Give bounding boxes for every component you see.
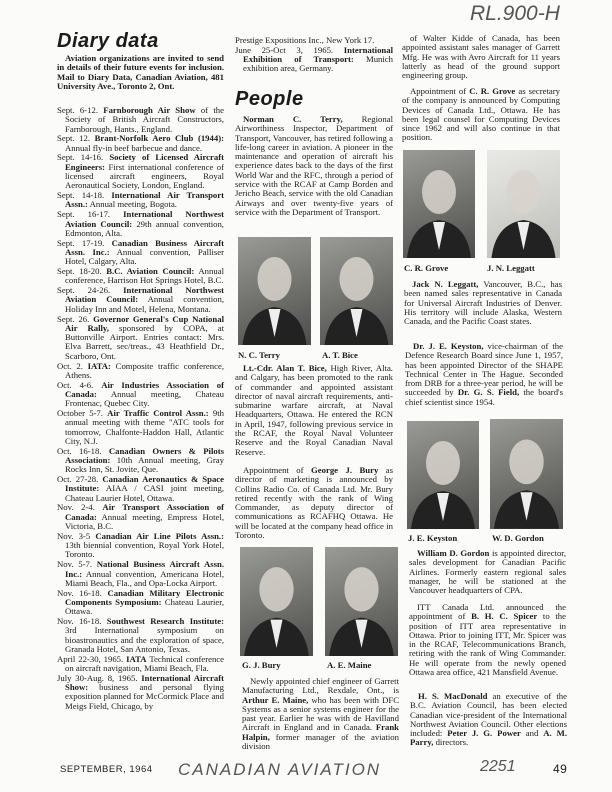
paragraph-gordon [409, 549, 566, 595]
text-segment: of Walter Kidde of Canada, has been appointed assistant sales manager of Garrett Mfg. He was with Avro Aircraft for 11 years latterly as head of the ground support engineering group. [402, 33, 560, 81]
paragraph-spicer [409, 603, 566, 677]
entry-organization: Brant-Norfolk Aero Club (1944): [94, 133, 224, 144]
entry-details: Chateau Laurier, Ottawa. [65, 596, 224, 617]
diary-entry [57, 381, 224, 409]
entry-organization: Air Traffic Control Assn.: [107, 408, 209, 418]
person-name: C. R. Grove [469, 86, 516, 96]
paragraph-macdonald [410, 692, 567, 748]
entry-details: business and personal flying exposition planned for McCormick Place and Meigs Field, Chicago, by [65, 682, 224, 711]
person-name: Dr. G. S. Field, [457, 387, 520, 398]
entry-organization: Canadian Aeronautics & Space Institute: [65, 474, 225, 494]
person-name: Lt.-Cdr. Alan T. Bice, [243, 363, 327, 373]
entry-date: Sept. 14-16. [57, 152, 104, 163]
entry-organization: Canadian Military Electronic Components Symposium: [65, 587, 224, 607]
paragraph-text [235, 364, 393, 457]
portrait-silhouette-icon [490, 419, 563, 529]
portrait-silhouette-icon [487, 150, 560, 258]
entry-date: Sept. 24-26. [57, 285, 111, 296]
paragraph-text [235, 115, 393, 217]
diary-entry [57, 674, 224, 711]
diary-entry [57, 503, 224, 531]
entry-organization: Southwest Research Institute: [106, 616, 225, 627]
paragraph-text [405, 342, 563, 407]
diary-entry [57, 362, 224, 381]
entry-date: Sept. 6-12. [57, 105, 98, 115]
handwritten-reference: RL.900-H [470, 2, 560, 25]
entry-organization: IATA [126, 653, 147, 664]
photo-bice [320, 237, 393, 345]
person-name: Jack N. Leggatt, [412, 279, 479, 289]
diary-title: Diary data [57, 30, 159, 52]
entry-date: Sept. 17-19. [57, 237, 105, 248]
caption-bice: A. T. Bice [322, 350, 358, 360]
entry-details: Munich exhibition area, Germany. [243, 54, 393, 74]
text-segment: an executive of the B.C. Aviation Council, has been elected Canadian vice-president of the International Northwest Aviation Council. Other elections included: [410, 691, 567, 739]
entry-date: October 5-7. [57, 408, 103, 418]
entry-date: Oct. 27-28. [57, 474, 99, 485]
text-segment: as director of marketing is announced by Collins Radio Co. of Canada Ltd. Mr. Bury retired recently with the rank of Wing Commander, as deputy director of communications as RCAFHQ Ottawa. He will be located at the company head office in Toronto. [235, 465, 393, 541]
entry-date: Nov. 16-18. [57, 616, 102, 627]
text-segment: as secretary of the company is announced by Computing Devices of Canada Ltd., Ottawa. He has been legal counsel for Computing Devices since 1962 and will also continue in that position. [402, 86, 560, 143]
text-segment: Regional Airworthiness Inspector, Department of Transport, Vancouver, has retired following a life-long career in aviation. A pioneer in the maintenance and operation of aircraft his experience dates back to the days of the first World War and the RFC, through a period of service with the RCAF at Camp Borden and Jericho Beach, service with the old Canadian Airways and over twenty-five years of service with the Department of Transport. [235, 114, 393, 217]
text-segment: ITT Canada Ltd. announced the appointment of [409, 602, 566, 622]
diary-entry [57, 315, 224, 361]
entry-details: Annual convention, Holiday Inn and Motel, Helena, Montana. [65, 294, 224, 314]
entry-details: AIAA / CASI joint meeting, Chateau Laurier Hotel, Ottawa. [65, 483, 224, 503]
entry-organization: Air Industries Association of Canada: [65, 379, 225, 399]
entry-details: sponsored by COPA, at Buttonville Airport. Entries contact: Mrs. Elva Barrett, sec/treas., 43 Heathfield Dr., Scarboro, Ont. [65, 322, 224, 361]
text-segment: High River, Alta. and Calgary, has been promoted to the rank of commander and appointed assistant director of naval aircraft requirements, anti-submarine warfare aircraft, at Naval Headquarters, Ottawa. He entered the RCN in April, 1947, following previous service in the RCAF, the Royal Naval Volunteer Reserve and the Royal Canadian Naval Reserve. [235, 363, 393, 457]
handwritten-title: CANADIAN AVIATION [178, 760, 382, 779]
paragraph-text [410, 692, 567, 748]
diary-entry [57, 210, 224, 238]
photo-terry [238, 237, 311, 345]
entry-details: 13th biennial convention, Royal York Hotel, Toronto. [65, 540, 224, 560]
paragraph-keyston [405, 342, 563, 407]
diary-entry [57, 153, 224, 190]
diary-entry [57, 589, 224, 617]
entry-organization: Canadian Owners & Pilots Association: [65, 445, 225, 465]
entry-organization: International Aircraft Show: [65, 672, 224, 693]
paragraph-text [235, 466, 393, 540]
entry-date: Oct. 2. [57, 360, 83, 371]
photo-leggatt [487, 150, 560, 258]
entry-organization: IATA: [87, 360, 111, 371]
paragraph-text [242, 677, 399, 751]
caption-gordon: W. D. Gordon [492, 533, 544, 543]
entry-details: of the Society of British Aircraft Constructors, Farnborough, Hants., England. [65, 105, 225, 134]
diary-entry [57, 475, 224, 503]
diary-entry [57, 560, 224, 588]
entry-details: Prestige Expositions Inc., New York 17. [235, 35, 375, 45]
entry-details: Annual meeting, Chateau Frontenac, Quebec City. [65, 388, 224, 409]
entry-date: Nov. 5-7. [57, 559, 93, 570]
paragraph-maine [242, 677, 399, 751]
entry-organization: Society of Licensed Aircraft Engineers: [65, 152, 225, 172]
entry-date: Sept. 18-20. [57, 266, 102, 277]
entry-date: Sept. 26. [57, 313, 90, 324]
entry-details: 9th annual meeting with theme "ATC tools for tomorrow, Chalfonte-Haddon Hall, Atlantic City, N.J. [65, 408, 225, 446]
person-name: William D. Gordon [417, 548, 490, 558]
entry-date: Sept. 12. [57, 133, 91, 144]
caption-keyston: J. E. Keyston [408, 533, 458, 543]
photo-grove [403, 150, 475, 258]
text-segment: Appointment of [410, 86, 470, 96]
diary-entry [57, 617, 224, 654]
entry-date: July 30-Aug. 8, 1965. [57, 672, 138, 683]
diary-entry [57, 532, 224, 560]
portrait-silhouette-icon [238, 237, 311, 345]
entry-details: 3rd International symposium on bioastronautics and the exploration of space, Granada Hotel, San Antonio, Texas. [65, 625, 224, 654]
text-segment: vice-chairman of the Defence Research Board since June 1, 1957, has been appointed Director of the SHAPE Technical Center in The Hague. Seconded from DRB for a three-year period, he will be succeeded by [405, 341, 563, 398]
text-segment: directors. [433, 737, 469, 748]
text-segment: former manager of the aviation division [242, 731, 399, 752]
entry-details: Annual convention, Palliser Hotel, Calgary, Alta. [65, 246, 224, 267]
text-segment: to the position of ITT area representative in Ottawa. Prior to joining ITT, Mr. Spicer was in the RCAF, Telecommunications Branch, retiring with the rank of Wing Commander. He will operate from the newly opened Ottawa area office, 421 Mansfield Avenue. [409, 611, 566, 678]
person-name: B. H. C. Spicer [471, 611, 538, 622]
entry-organization: International Northwest Aviation Council: [65, 285, 224, 305]
caption-bury: G. J. Bury [242, 660, 281, 670]
diary-entry [57, 447, 224, 475]
paragraph-text [409, 603, 566, 677]
entry-organization: Canadian Air Line Pilots Assn.: [95, 530, 225, 541]
caption-leggatt: J. N. Leggatt [487, 263, 535, 273]
paragraph-text [404, 280, 562, 326]
paragraph-text [402, 87, 560, 143]
person-name: Norman C. Terry, [243, 114, 343, 124]
diary-entry [57, 239, 224, 267]
entry-organization: International Exhibition of Transport: [243, 44, 393, 65]
caption-terry: N. C. Terry [238, 350, 280, 360]
person-name: George J. Bury [311, 465, 379, 475]
text-segment: and [520, 728, 544, 739]
entry-organization: B.C. Aviation Council: [106, 266, 195, 277]
entry-organization: International Air Transport Assn.: [65, 190, 225, 210]
portrait-silhouette-icon [403, 150, 475, 258]
diary-entries-continued [235, 36, 393, 74]
entry-date: Nov. 16-18. [57, 587, 102, 598]
person-name: Dr. J. E. Keyston, [413, 341, 484, 351]
portrait-silhouette-icon [240, 547, 313, 656]
photo-bury [240, 547, 313, 656]
entry-organization: Air Transport Association of Canada: [65, 502, 224, 522]
text-segment: who has been with DFC Systems as a senior systems engineer for the past year. Earlier he was with de Havilland Aircraft in England and in Canada. [242, 694, 399, 733]
text-segment: Vancouver, B.C., has been named sales representative in Canada for Universal Aircraft Industries of Denver. His territory will include Alaska, Western Canada, and the Pacific Coast states. [404, 279, 562, 327]
paragraph-bury [235, 466, 393, 540]
person-name: Arthur E. Maine, [242, 694, 309, 705]
text-segment: the board's chief scientist since 1954. [405, 387, 563, 407]
paragraph-terry [235, 115, 393, 217]
photo-maine [325, 547, 398, 656]
photo-keyston [407, 421, 479, 529]
issue-date: SEPTEMBER, 1964 [60, 764, 153, 775]
entry-details: Annual conference, Harrison Hot Springs Hotel, B.C. [65, 266, 224, 286]
diary-entry [57, 655, 224, 674]
entry-details: Annual convention, Americana Hotel, Miami Beach, Fla., and Opa-Locka Airport. [65, 568, 224, 588]
page-number: 49 [553, 762, 568, 776]
person-name: Frank Halpin, [242, 722, 399, 742]
diary-entry [57, 106, 224, 134]
diary-intro: Aviation organizations are invited to send in details of their future events for inclusion. Mail to Diary Data, Canadian Aviation, 481 University Ave., Toronto 2, Ont. [57, 53, 224, 91]
entry-details: Composite traffic conference, Athens. [65, 360, 225, 380]
diary-entry [57, 286, 224, 314]
text-segment: Appointment of [243, 465, 312, 475]
entry-organization: Canadian Business Aircraft Assn. Inc.: [65, 237, 225, 257]
entry-details: Annual meeting, Bogota. [87, 199, 177, 210]
paragraph-text [402, 34, 560, 80]
diary-entries [57, 106, 224, 712]
entry-date: Oct. 16-18. [57, 445, 102, 456]
people-title: People [235, 88, 304, 110]
entry-details: Annual meeting, Empress Hotel, Victoria, B.C. [65, 511, 224, 532]
portrait-silhouette-icon [325, 547, 398, 656]
paragraph-grove [402, 87, 560, 143]
entry-details: First international conference of licensed aircraft engineers, Royal Aeronautical Society, London, England. [65, 161, 224, 191]
entry-organization: National Business Aircraft Assn. Inc.: [65, 559, 224, 579]
entry-organization: Farnborough Air Show [103, 105, 196, 115]
text-segment: is appointed director, sales development for Canadian Pacific Airlines. Formerly eastern regional sales manager, he will be stationed at the Vancouver headquarters of CPA. [409, 548, 567, 596]
caption-maine: A. E. Maine [327, 660, 372, 670]
diary-entry [57, 267, 224, 286]
paragraph-text [409, 549, 566, 595]
caption-grove: C. R. Grove [404, 263, 449, 273]
diary-entry [57, 134, 224, 153]
paragraph-bice [235, 364, 393, 457]
entry-date: Oct. 4-6. [57, 379, 94, 390]
portrait-silhouette-icon [320, 237, 393, 345]
diary-entry [235, 46, 393, 74]
entry-details: Technical conference on aircraft navigation, Miami Beach, Fla. [65, 653, 225, 674]
text-segment: Newly appointed chief engineer of Garrett Manufacturing Ltd., Rexdale, Ont., is [242, 676, 399, 696]
entry-details: 10th Annual meeting, Gray Rocks Inn, St. Jovite, Que. [65, 454, 224, 475]
entry-organization: International Northwest Aviation Council: [65, 209, 224, 229]
paragraph-halpin [402, 34, 560, 80]
entry-details: Annual fly-in beef barbecue and dance. [65, 142, 203, 153]
photo-gordon [490, 419, 563, 529]
entry-details: 29th annual convention, Edmonton, Alta. [65, 218, 224, 238]
person-name: A. M. Parry, [410, 728, 568, 748]
entry-date: Nov. 2-4. [57, 502, 95, 513]
diary-entry [57, 191, 224, 210]
entry-date: June 25-Oct 3, 1965. [235, 44, 334, 55]
entry-organization: Governor General's Cup National Air Rally, [65, 313, 224, 333]
entry-date: Sept. 16-17. [57, 209, 111, 220]
paragraph-leggatt [404, 280, 562, 326]
entry-date: April 22-30, 1965. [57, 653, 124, 664]
diary-entry [57, 409, 224, 446]
person-name: H. S. MacDonald [418, 691, 488, 701]
handwritten-number: 2251 [480, 758, 516, 775]
entry-date: Sept. 14-18. [57, 190, 105, 201]
portrait-silhouette-icon [407, 421, 479, 529]
person-name: Peter J. G. Power [447, 728, 521, 739]
entry-date: Nov. 3-5 [57, 530, 91, 541]
